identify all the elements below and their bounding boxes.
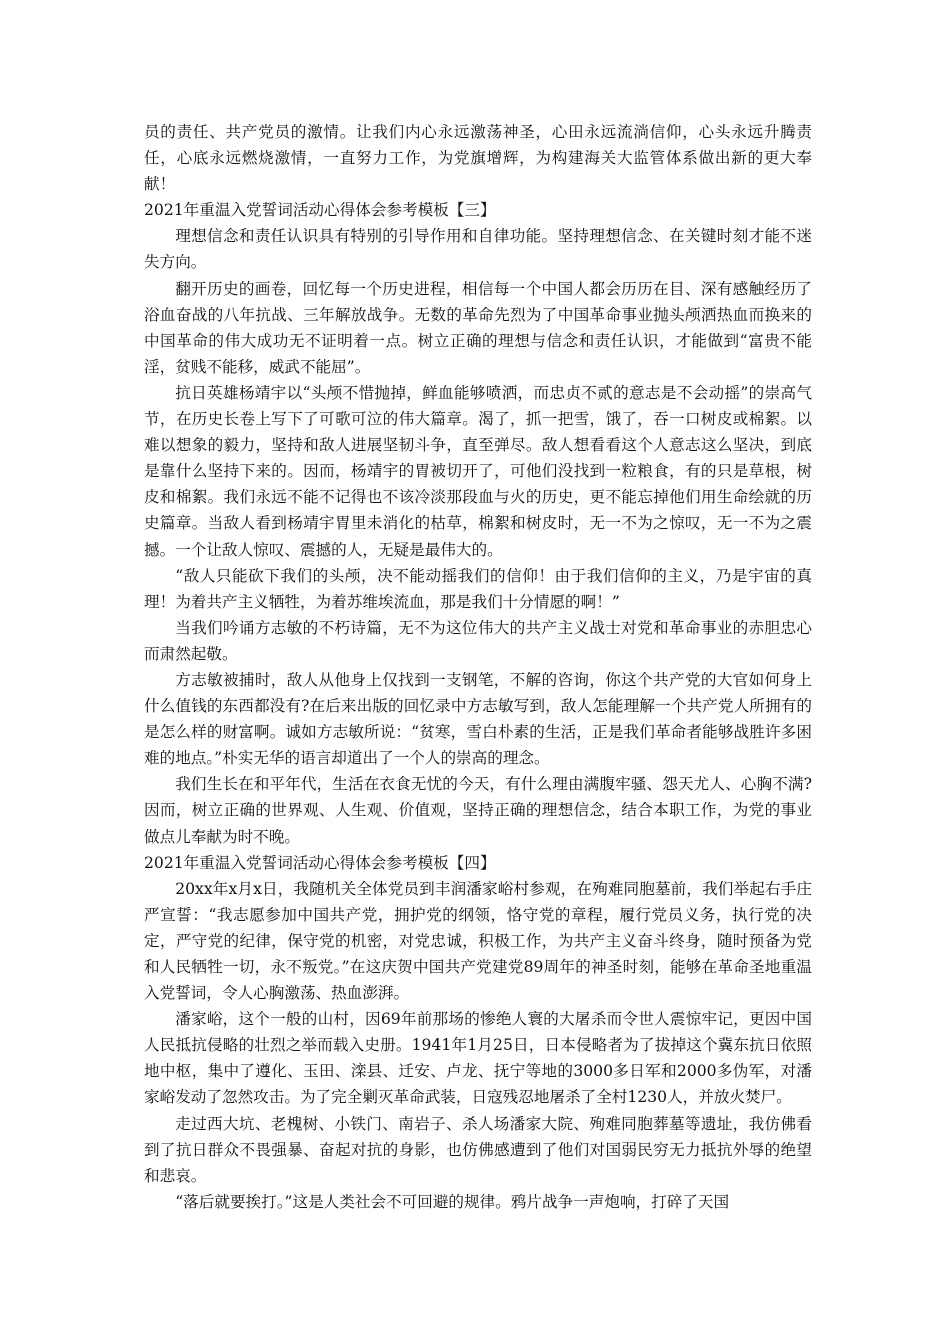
document-page — [144, 119, 812, 1215]
paragraph: 翻开历史的画卷，回忆每一个历史进程，相信每一个中国人都会历历在目、深有感触经历了浴血奋战的八年抗战、三年解放战争。无数的革命先烈为了中国革命事业抛头颅洒热血而换来的中国革命的伟大成功无不证明着一点。树立正确的理想与信念和责任认识，才能做到“富贵不能淫，贫贱不能移，威武不能屈”。 — [144, 279, 812, 376]
paragraph: 方志敏被捕时，敌人从他身上仅找到一支钢笔，不解的咨询，你这个共产党的大官如何身上什么值钱的东西都没有?在后来出版的回忆录中方志敏写到，敌人怎能理解一个共产党人所拥有的是怎么样的财富啊。诚如方志敏所说：“贫寒，雪白朴素的生活，正是我们革命者能够战胜许多困难的地点。”朴实无华的语言却道出了一个人的崇高的理念。 — [144, 670, 812, 768]
paragraph: 走过西大坑、老槐树、小铁门、南岩子、杀人场潘家大院、殉难同胞葬墓等遗址，我仿佛看到了抗日群众不畏强暴、奋起对抗的身影，也仿佛感遭到了他们对国弱民穷无力抵抗外辱的绝望和悲哀。 — [144, 1114, 812, 1185]
paragraph: “落后就要挨打。”这是人类社会不可回避的规律。鸦片战争一声炮响，打碎了天国 — [175, 1192, 730, 1211]
paragraph: 当我们吟诵方志敏的不朽诗篇，无不为这位伟大的共产主义战士对党和革命事业的赤胆忠心而肃然起敬。 — [144, 618, 812, 663]
paragraph: 理想信念和责任认识具有特别的引导作用和自律功能。坚持理想信念、在关键时刻才能不迷失方向。 — [144, 227, 812, 272]
section-heading-4: 2021年重温入党誓词活动心得体会参考模板【四】 — [144, 853, 496, 872]
paragraph: 我们生长在和平年代，生活在衣食无忧的今天，有什么理由满腹牢骚、怨天尤人、心胸不满?因而，树立正确的世界观、人生观、价值观，坚持正确的理想信念，结合本职工作，为党的事业做点儿奉献为时不晚。 — [144, 775, 812, 846]
paragraph: 抗日英雄杨靖宇以“头颅不惜抛掉，鲜血能够喷洒，而忠贞不贰的意志是不会动摇”的崇高气节，在历史长卷上写下了可歌可泣的伟大篇章。渴了，抓一把雪，饿了，吞一口树皮或棉絮。以难以想象的毅力，坚持和敌人进展坚韧斗争，直至弹尽。敌人想看看这个人意志这么坚决，到底是靠什么坚持下来的。因而，杨靖宇的胃被切开了，可他们没找到一粒粮食，有的只是草根，树皮和棉絮。我们永远不能不记得也不该冷淡那段血与火的历史，更不能忘掉他们用生命绘就的历史篇章。当敌人看到杨靖宇胃里未消化的枯草，棉絮和树皮时，无一不为之惊叹，无一不为之震撼。一个让敌人惊叹、震撼的人，无疑是最伟大的。 — [144, 383, 812, 559]
paragraph: 潘家峪，这个一般的山村，因69年前那场的惨绝人寰的大屠杀而令世人震惊牢记，更因中国人民抵抗侵略的壮烈之举而载入史册。1941年1月25日，日本侵略者为了拔掉这个冀东抗日依照地中枢，集中了遵化、玉田、滦县、迁安、卢龙、抚宁等地的3000多日军和2000多伪军，对潘家峪发动了忽然攻击。为了完全剿灭革命武装，日寇残忍地屠杀了全村1230人，并放火焚尸。 — [144, 1010, 812, 1107]
section-heading-3: 2021年重温入党誓词活动心得体会参考模板【三】 — [144, 201, 496, 220]
paragraph-quote: “敌人只能砍下我们的头颅，决不能动摇我们的信仰！由于我们信仰的主义，乃是宇宙的真理！为着共产主义牺牲，为着苏维埃流血，那是我们十分情愿的啊！” — [144, 566, 812, 611]
paragraph: 20xx年x月x日，我随机关全体党员到丰润潘家峪村参观，在殉难同胞墓前，我们举起右手庄严宣誓：“我志愿参加中国共产党，拥护党的纲领，恪守党的章程，履行党员义务，执行党的决定，严守党的纪律，保守党的机密，对党忠诚，积极工作，为共产主义奋斗终身，随时预备为党和人民牺牲一切，永不叛党。”在这庆贺中国共产党建党89周年的神圣时刻，能够在革命圣地重温入党誓词，令人心胸激荡、热血澎湃。 — [144, 879, 812, 1003]
paragraph-continuation: 员的责任、共产党员的激情。让我们内心永远激荡神圣，心田永远流淌信仰，心头永远升腾责任，心底永远燃烧激情，一直努力工作，为党旗增辉，为构建海关大监管体系做出新的更大奉献！ — [144, 123, 812, 194]
